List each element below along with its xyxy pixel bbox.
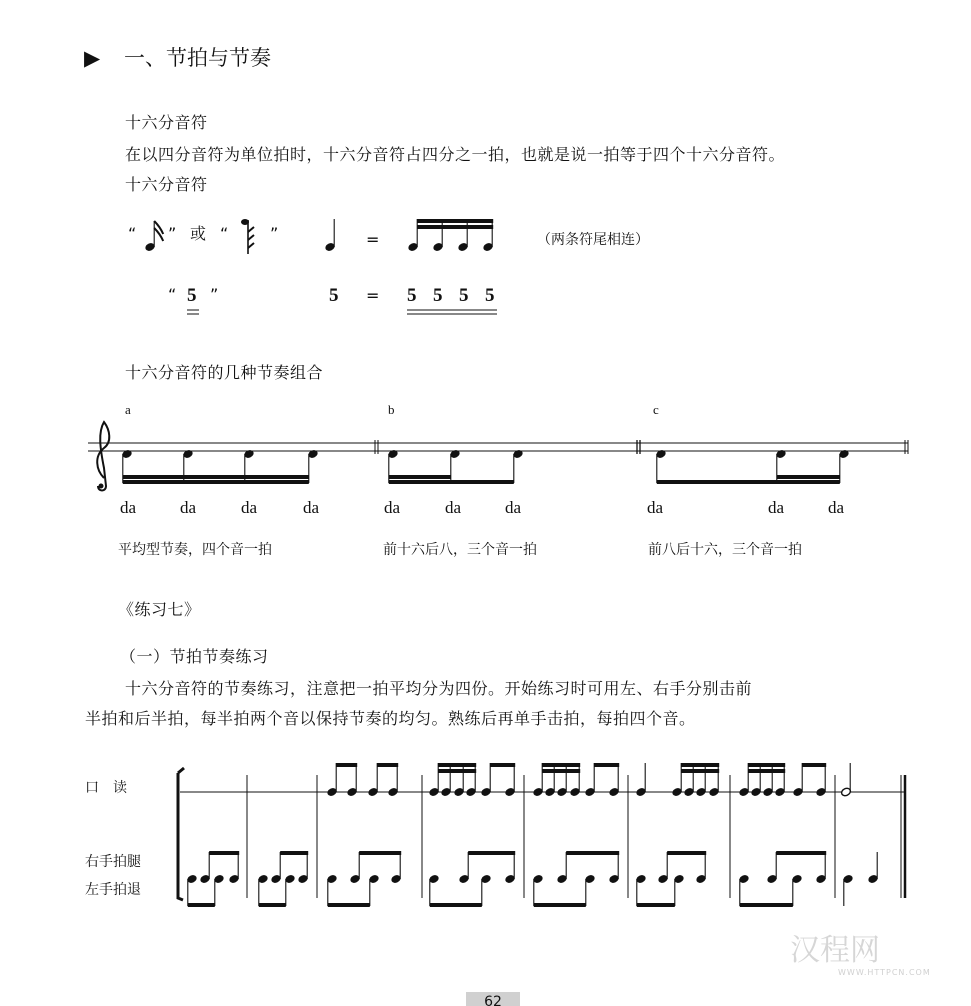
jianpu-sixteenth: 5 bbox=[187, 285, 197, 306]
syllable: da bbox=[505, 498, 522, 517]
note-beam bbox=[566, 851, 619, 855]
exercise-text-line2: 半拍和后半拍，每半拍两个音以保持节奏的均匀。熟练后再单手击拍，每拍四个音。 bbox=[85, 709, 696, 728]
group-label-a: a bbox=[125, 402, 131, 417]
watermark-logo: 汉程网 bbox=[790, 933, 880, 968]
note-head bbox=[241, 219, 249, 225]
caption-c: 前八后十六，三个音一拍 bbox=[648, 542, 802, 558]
caption-a: 平均型节奏，四个音一拍 bbox=[118, 542, 272, 558]
note-beam bbox=[430, 903, 482, 907]
close-quote: ” bbox=[168, 224, 177, 243]
watermark-url: WWW.HTTPCN.COM bbox=[838, 968, 931, 977]
note-beam bbox=[657, 480, 840, 484]
note-beam bbox=[280, 851, 308, 855]
note-beam bbox=[534, 903, 586, 907]
jianpu-note: 5 bbox=[459, 285, 469, 306]
combinations-heading: 十六分音符的几种节奏组合 bbox=[125, 363, 324, 382]
system-bracket bbox=[178, 768, 184, 900]
note-beam bbox=[748, 769, 785, 773]
intro-text: 在以四分音符为单位拍时，十六分音符占四分之一拍，也就是说一拍等于四个十六分音符。 bbox=[125, 145, 786, 164]
syllable: da bbox=[384, 498, 401, 517]
note-beam bbox=[667, 851, 706, 855]
note-beam bbox=[123, 480, 309, 484]
note-beam bbox=[336, 763, 357, 767]
jianpu-quarter: 5 bbox=[329, 285, 339, 306]
jianpu-note: 5 bbox=[407, 285, 417, 306]
note-beam bbox=[637, 903, 675, 907]
note-beam bbox=[438, 763, 476, 767]
note-beam bbox=[490, 763, 515, 767]
note-beam bbox=[542, 763, 580, 767]
syllable: da bbox=[768, 498, 785, 517]
group-label-b: b bbox=[388, 402, 395, 417]
section-title: 一、节拍与节奏 bbox=[124, 46, 271, 70]
equals-sign: = bbox=[366, 230, 380, 249]
open-quote: “ bbox=[168, 285, 177, 304]
note-beam bbox=[542, 769, 580, 773]
syllable: da bbox=[647, 498, 664, 517]
note-beam bbox=[417, 225, 493, 229]
note-beam bbox=[740, 903, 793, 907]
play-triangle-icon: ▶ bbox=[84, 46, 101, 70]
row-label-left-hand: 左手拍退 bbox=[85, 882, 141, 898]
beam-note: （两条符尾相连） bbox=[537, 232, 649, 248]
note-beam bbox=[468, 851, 515, 855]
exercise-text-line1: 十六分音符的节奏练习，注意把一拍平均分为四份。开始练习时可用左、右手分别击前 bbox=[125, 679, 753, 698]
row-label-right-hand: 右手拍腿 bbox=[85, 854, 141, 870]
exercise-title: 《练习七》 bbox=[118, 600, 201, 619]
close-quote: ” bbox=[270, 224, 279, 243]
note-beam bbox=[417, 219, 493, 223]
note-beam bbox=[802, 763, 826, 767]
or-text: 或 bbox=[190, 224, 207, 243]
note-beam bbox=[359, 851, 401, 855]
note-beam bbox=[776, 851, 826, 855]
jianpu-note: 5 bbox=[485, 285, 495, 306]
group-label-c: c bbox=[653, 402, 659, 417]
note-beam bbox=[389, 475, 451, 479]
equals-sign: = bbox=[366, 286, 380, 305]
intro-heading: 十六分音符 bbox=[125, 113, 208, 132]
jianpu-note: 5 bbox=[433, 285, 443, 306]
open-quote: “ bbox=[220, 224, 229, 243]
note-beam bbox=[377, 763, 398, 767]
syllable: da bbox=[120, 498, 137, 517]
note-beam bbox=[438, 769, 476, 773]
note-beam bbox=[748, 763, 785, 767]
note-beam bbox=[681, 769, 719, 773]
note-beam bbox=[389, 480, 514, 484]
close-quote: ” bbox=[210, 285, 219, 304]
note-beam bbox=[328, 903, 370, 907]
exercise-subtitle: （一）节拍节奏练习 bbox=[120, 647, 269, 666]
page-number: 62 bbox=[466, 992, 520, 1006]
caption-b: 前十六后八，三个音一拍 bbox=[383, 542, 537, 558]
note-beam bbox=[681, 763, 719, 767]
intro-subheading: 十六分音符 bbox=[125, 175, 208, 194]
syllable: da bbox=[241, 498, 258, 517]
note-beam bbox=[259, 903, 286, 907]
note-beam bbox=[594, 763, 619, 767]
syllable: da bbox=[180, 498, 197, 517]
syllable: da bbox=[445, 498, 462, 517]
syllable: da bbox=[303, 498, 320, 517]
open-quote: “ bbox=[128, 224, 137, 243]
treble-clef-icon bbox=[97, 422, 109, 491]
note-beam bbox=[123, 475, 309, 479]
row-label-read: 口 读 bbox=[85, 780, 127, 796]
note-beam bbox=[777, 475, 840, 479]
tremolo-slash bbox=[248, 227, 254, 248]
sixteenth-flag bbox=[154, 221, 163, 241]
note-beam bbox=[188, 903, 215, 907]
treble-clef-icon bbox=[99, 484, 104, 489]
note-beam bbox=[209, 851, 239, 855]
syllable: da bbox=[828, 498, 845, 517]
